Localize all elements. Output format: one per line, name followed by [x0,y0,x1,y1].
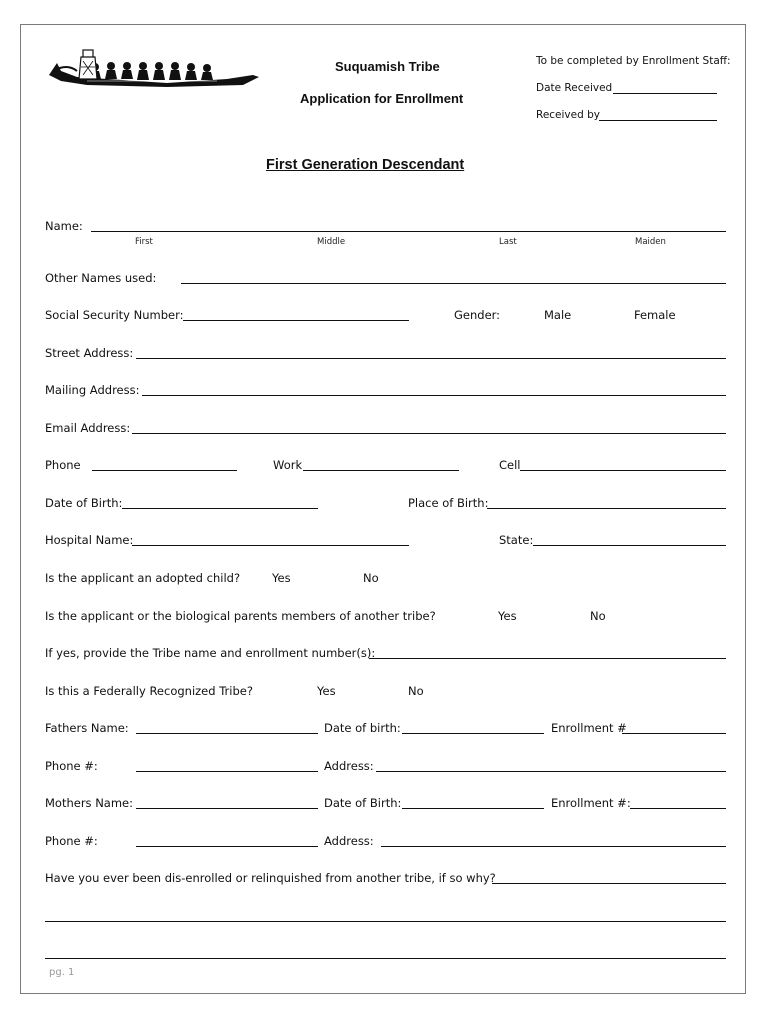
name-label: Name: [45,219,83,233]
father-address-field[interactable] [376,771,726,772]
mothers-name-label: Mothers Name: [45,796,134,810]
email-address-field[interactable] [132,433,726,434]
father-phone-field[interactable] [136,771,318,772]
page-number: pg. 1 [49,967,75,978]
ssn-label: Social Security Number: [45,308,184,322]
gender-male-option[interactable]: Male [544,308,572,322]
canoe-logo-icon [47,45,259,87]
disenrolled-answer-line-3[interactable] [45,958,726,959]
street-address-label: Street Address: [45,346,134,360]
disenrolled-answer-line-1[interactable] [492,883,726,884]
adopted-no-option[interactable]: No [363,571,379,585]
tribe-info-label: If yes, provide the Tribe name and enrollment number(s): [45,646,376,660]
pob-field[interactable] [487,508,726,509]
mothers-name-field[interactable] [136,808,318,809]
gender-label: Gender: [454,308,501,322]
cell-field[interactable] [520,470,726,471]
org-name: Suquamish Tribe [335,59,440,74]
mother-dob-label: Date of Birth: [324,796,402,810]
mother-enrollment-field[interactable] [630,808,726,809]
other-tribe-no-option[interactable]: No [590,609,606,623]
phone-label: Phone [45,458,81,472]
mother-address-field[interactable] [381,846,726,847]
hospital-name-field[interactable] [132,545,409,546]
email-address-label: Email Address: [45,421,131,435]
mother-address-label: Address: [324,834,374,848]
federal-yes-option[interactable]: Yes [317,684,336,698]
fathers-name-field[interactable] [136,733,318,734]
other-tribe-yes-option[interactable]: Yes [498,609,517,623]
other-tribe-question: Is the applicant or the biological parents members of another tribe? [45,609,436,623]
date-received-field[interactable] [613,93,717,94]
tribe-info-field[interactable] [369,658,726,659]
father-enrollment-label: Enrollment # [551,721,627,735]
other-names-field[interactable] [181,283,726,284]
father-phone-label: Phone #: [45,759,98,773]
disenrolled-answer-line-2[interactable] [45,921,726,922]
phone-field[interactable] [92,470,237,471]
mailing-address-label: Mailing Address: [45,383,140,397]
application-form-page [20,24,746,994]
work-label: Work [273,458,303,472]
staff-heading: To be completed by Enrollment Staff: [536,55,731,67]
name-sublabel-last: Last [499,237,517,247]
doc-title: Application for Enrollment [300,91,464,106]
name-sublabel-first: First [135,237,153,247]
state-field[interactable] [533,545,726,546]
date-received-label: Date Received [536,82,613,94]
gender-female-option[interactable]: Female [634,308,676,322]
disenrolled-question: Have you ever been dis-enrolled or relinquished from another tribe, if so why? [45,871,496,885]
name-sublabel-maiden: Maiden [635,237,666,247]
adopted-question: Is the applicant an adopted child? [45,571,241,585]
father-enrollment-field[interactable] [622,733,726,734]
street-address-field[interactable] [136,358,726,359]
dob-field[interactable] [122,508,318,509]
name-sublabel-middle: Middle [317,237,346,247]
dob-label: Date of Birth: [45,496,123,510]
pob-label: Place of Birth: [408,496,489,510]
federal-question: Is this a Federally Recognized Tribe? [45,684,253,698]
father-dob-label: Date of birth: [324,721,401,735]
fathers-name-label: Fathers Name: [45,721,129,735]
other-names-label: Other Names used: [45,271,157,285]
mailing-address-field[interactable] [142,395,726,396]
father-address-label: Address: [324,759,374,773]
form-title: First Generation Descendant [266,157,465,173]
state-label: State: [499,533,534,547]
name-field[interactable] [91,231,726,232]
federal-no-option[interactable]: No [408,684,424,698]
mother-phone-label: Phone #: [45,834,98,848]
cell-label: Cell [499,458,521,472]
mother-phone-field[interactable] [136,846,318,847]
father-dob-field[interactable] [402,733,544,734]
ssn-field[interactable] [183,320,409,321]
hospital-name-label: Hospital Name: [45,533,134,547]
adopted-yes-option[interactable]: Yes [272,571,291,585]
received-by-field[interactable] [599,120,717,121]
received-by-label: Received by [536,109,600,121]
mother-enrollment-label: Enrollment #: [551,796,631,810]
work-field[interactable] [303,470,459,471]
mother-dob-field[interactable] [402,808,544,809]
